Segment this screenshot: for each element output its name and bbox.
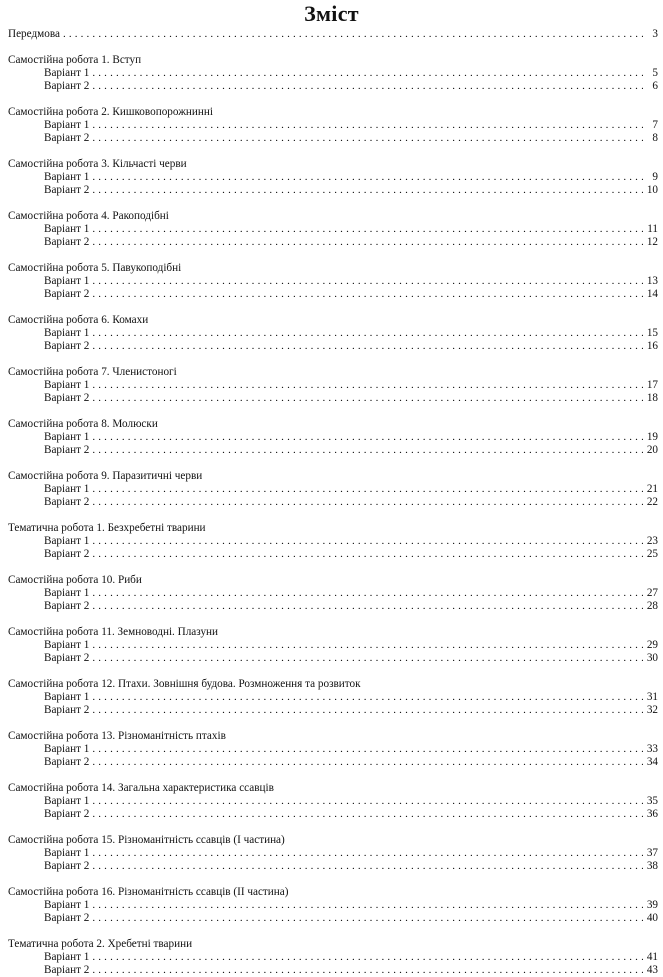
toc-variant-label: Варіант 2 [44, 600, 90, 612]
toc-section-row [8, 522, 658, 535]
dot-leader [92, 392, 643, 405]
toc-variant-label: Варіант 2 [44, 288, 90, 300]
toc-section-row [8, 106, 658, 119]
toc-section-row [8, 262, 658, 275]
dot-leader [92, 899, 643, 912]
toc-page-number: 32 [646, 704, 658, 716]
dot-leader [92, 847, 643, 860]
toc-variant-label: Варіант 2 [44, 808, 90, 820]
toc-variant-label: Варіант 2 [44, 548, 90, 560]
toc-variant-label: Варіант 1 [44, 587, 90, 599]
toc-variant-label: Варіант 1 [44, 951, 90, 963]
toc-page-number: 10 [646, 184, 658, 196]
toc-page-number: 23 [646, 535, 658, 547]
toc-variant-row [8, 119, 658, 132]
toc-variant-label: Варіант 1 [44, 743, 90, 755]
toc-page-number: 27 [646, 587, 658, 599]
toc-section-title: Самостійна робота 9. Паразитичні черви [8, 470, 203, 482]
toc-section-title: Тематична робота 1. Безхребетні тварини [8, 522, 206, 534]
toc-variant-row [8, 808, 658, 821]
toc-page-number: 34 [646, 756, 658, 768]
dot-leader [92, 548, 643, 561]
toc-section-row [8, 314, 658, 327]
toc-variant-label: Варіант 1 [44, 223, 90, 235]
toc-variant-row [8, 691, 658, 704]
dot-leader [92, 223, 643, 236]
toc-variant-label: Варіант 1 [44, 483, 90, 495]
toc-variant-row [8, 67, 658, 80]
toc-section-title: Самостійна робота 3. Кільчасті черви [8, 158, 187, 170]
toc-variant-row [8, 639, 658, 652]
toc-variant-label: Варіант 2 [44, 964, 90, 976]
toc-variant-row [8, 951, 658, 964]
dot-leader [92, 860, 643, 873]
dot-leader [277, 782, 658, 795]
toc-variant-label: Варіант 2 [44, 392, 90, 404]
toc-section-title: Самостійна робота 11. Земноводні. Плазуни [8, 626, 219, 638]
toc-section-row [8, 678, 658, 691]
toc-section-row [8, 938, 658, 951]
toc-page-number: 30 [646, 652, 658, 664]
toc-variant-row [8, 847, 658, 860]
toc-variant-label: Варіант 2 [44, 184, 90, 196]
dot-leader [92, 340, 643, 353]
dot-leader [151, 314, 658, 327]
toc-variant-label: Варіант 1 [44, 691, 90, 703]
toc-page-number: 38 [646, 860, 658, 872]
toc-page-number: 22 [646, 496, 658, 508]
toc-section-title: Самостійна робота 2. Кишковопорожнинні [8, 106, 213, 118]
toc-variant-row [8, 496, 658, 509]
toc-variant-row [8, 80, 658, 93]
toc-page-number: 15 [646, 327, 658, 339]
toc-section-title: Тематична робота 2. Хребетні тварини [8, 938, 193, 950]
toc-page-number: 9 [652, 171, 658, 183]
toc-section-row [8, 210, 658, 223]
toc-section-row [8, 54, 658, 67]
page-title: Зміст [304, 1, 359, 26]
toc-variant-row [8, 340, 658, 353]
toc-variant-label: Варіант 2 [44, 132, 90, 144]
dot-leader [172, 210, 658, 223]
toc-variant-row [8, 652, 658, 665]
toc-page-number: 16 [646, 340, 658, 352]
dot-leader [92, 600, 643, 613]
toc-page-number: 17 [646, 379, 658, 391]
dot-leader [92, 808, 643, 821]
toc-variant-label: Варіант 1 [44, 899, 90, 911]
toc-variant-row [8, 392, 658, 405]
dot-leader [161, 418, 658, 431]
toc-page-number: 11 [647, 223, 658, 235]
toc-variant-row [8, 795, 658, 808]
toc-variant-row [8, 860, 658, 873]
dot-leader [92, 80, 643, 93]
toc-page-number: 33 [646, 743, 658, 755]
toc-page-number: 39 [646, 899, 658, 911]
dot-leader [92, 964, 643, 977]
toc-page-number: 3 [652, 28, 658, 40]
dot-leader [63, 28, 643, 41]
toc-section-row [8, 366, 658, 379]
toc-page-number: 28 [646, 600, 658, 612]
dot-leader [180, 366, 658, 379]
dot-leader [144, 54, 658, 67]
dot-leader [92, 951, 643, 964]
toc-section-title: Самостійна робота 15. Різноманітність ссавців (I частина) [8, 834, 285, 846]
dot-leader [195, 938, 658, 951]
toc-section-title: Самостійна робота 1. Вступ [8, 54, 142, 66]
dot-leader [209, 522, 658, 535]
toc-page-number: 29 [646, 639, 658, 651]
toc-page-number: 18 [646, 392, 658, 404]
table-of-contents [8, 28, 658, 977]
dot-leader [92, 743, 643, 756]
toc-variant-label: Варіант 2 [44, 236, 90, 248]
dot-leader [92, 379, 643, 392]
dot-leader [92, 431, 643, 444]
toc-variant-row [8, 171, 658, 184]
dot-leader [92, 132, 643, 145]
toc-variant-row [8, 756, 658, 769]
dot-leader [92, 652, 643, 665]
toc-variant-row [8, 704, 658, 717]
dot-leader [216, 106, 658, 119]
toc-page-number: 31 [646, 691, 658, 703]
toc-section-row [8, 626, 658, 639]
dot-leader [229, 730, 658, 743]
toc-page-number: 35 [646, 795, 658, 807]
dot-leader [190, 158, 658, 171]
dot-leader [92, 535, 643, 548]
dot-leader [92, 639, 643, 652]
toc-page-number: 7 [652, 119, 658, 131]
dot-leader [205, 470, 658, 483]
toc-variant-row [8, 379, 658, 392]
toc-section-title: Самостійна робота 7. Членистоногі [8, 366, 177, 378]
dot-leader [92, 119, 643, 132]
toc-page-number: 36 [646, 808, 658, 820]
toc-variant-row [8, 600, 658, 613]
dot-leader [92, 184, 643, 197]
dot-leader [92, 483, 643, 496]
toc-variant-label: Варіант 1 [44, 795, 90, 807]
dot-leader [92, 691, 643, 704]
toc-variant-label: Варіант 1 [44, 171, 90, 183]
toc-page-number: 43 [646, 964, 658, 976]
dot-leader [145, 574, 658, 587]
toc-variant-label: Варіант 2 [44, 860, 90, 872]
toc-variant-row [8, 483, 658, 496]
dot-leader [92, 756, 643, 769]
toc-page-number: 20 [646, 444, 658, 456]
toc-variant-row [8, 275, 658, 288]
toc-section-title: Передмова [8, 28, 60, 40]
toc-section-row [8, 28, 658, 41]
toc-section-row [8, 158, 658, 171]
toc-page-number: 19 [646, 431, 658, 443]
dot-leader [92, 795, 643, 808]
dot-leader [184, 262, 658, 275]
toc-variant-row [8, 912, 658, 925]
toc-section-title: Самостійна робота 13. Різноманітність птахів [8, 730, 226, 742]
toc-variant-row [8, 743, 658, 756]
toc-variant-label: Варіант 1 [44, 119, 90, 131]
toc-variant-label: Варіант 1 [44, 327, 90, 339]
toc-variant-row [8, 444, 658, 457]
toc-section-row [8, 418, 658, 431]
toc-variant-label: Варіант 2 [44, 80, 90, 92]
toc-variant-label: Варіант 1 [44, 535, 90, 547]
dot-leader [92, 236, 643, 249]
dot-leader [288, 834, 658, 847]
toc-variant-row [8, 223, 658, 236]
dot-leader [92, 912, 643, 925]
dot-leader [92, 444, 643, 457]
toc-variant-label: Варіант 1 [44, 379, 90, 391]
toc-variant-row [8, 236, 658, 249]
toc-section-row [8, 886, 658, 899]
toc-variant-row [8, 548, 658, 561]
toc-section-title: Самостійна робота 6. Комахи [8, 314, 149, 326]
toc-page-number: 40 [646, 912, 658, 924]
toc-variant-label: Варіант 2 [44, 652, 90, 664]
dot-leader [92, 171, 643, 184]
toc-section-title: Самостійна робота 5. Павукоподібні [8, 262, 182, 274]
toc-variant-row [8, 184, 658, 197]
toc-variant-label: Варіант 2 [44, 704, 90, 716]
dot-leader [92, 496, 643, 509]
toc-variant-label: Варіант 1 [44, 275, 90, 287]
toc-section-title: Самостійна робота 14. Загальна характеристика ссавців [8, 782, 274, 794]
toc-section-row [8, 470, 658, 483]
toc-variant-row [8, 431, 658, 444]
dot-leader [364, 678, 658, 691]
toc-page-number: 41 [646, 951, 658, 963]
dot-leader [92, 587, 643, 600]
toc-variant-label: Варіант 2 [44, 496, 90, 508]
toc-page-number: 12 [646, 236, 658, 248]
dot-leader [92, 275, 643, 288]
toc-section-title: Самостійна робота 12. Птахи. Зовнішня будова. Розмноження та розвиток [8, 678, 361, 690]
dot-leader [291, 886, 658, 899]
toc-section-title: Самостійна робота 10. Риби [8, 574, 142, 586]
dot-leader [92, 327, 643, 340]
dot-leader [92, 704, 643, 717]
toc-page-number: 37 [646, 847, 658, 859]
toc-variant-label: Варіант 1 [44, 639, 90, 651]
toc-section-row [8, 730, 658, 743]
toc-variant-row [8, 587, 658, 600]
toc-page-number: 25 [646, 548, 658, 560]
toc-section-title: Самостійна робота 8. Молюски [8, 418, 158, 430]
toc-variant-label: Варіант 2 [44, 444, 90, 456]
toc-page-number: 5 [652, 67, 658, 79]
toc-variant-label: Варіант 1 [44, 847, 90, 859]
toc-page-number: 8 [652, 132, 658, 144]
toc-variant-label: Варіант 2 [44, 340, 90, 352]
toc-section-row [8, 782, 658, 795]
toc-variant-row [8, 899, 658, 912]
toc-section-row [8, 574, 658, 587]
toc-variant-row [8, 964, 658, 977]
toc-variant-row [8, 132, 658, 145]
dot-leader [221, 626, 658, 639]
toc-variant-row [8, 288, 658, 301]
toc-section-title: Самостійна робота 16. Різноманітність ссавців (II частина) [8, 886, 289, 898]
dot-leader [92, 67, 643, 80]
toc-page-number: 6 [652, 80, 658, 92]
toc-variant-label: Варіант 2 [44, 756, 90, 768]
dot-leader [92, 288, 643, 301]
toc-variant-label: Варіант 1 [44, 431, 90, 443]
toc-page-number: 14 [646, 288, 658, 300]
toc-variant-label: Варіант 2 [44, 912, 90, 924]
toc-page-number: 13 [646, 275, 658, 287]
toc-variant-row [8, 327, 658, 340]
toc-variant-label: Варіант 1 [44, 67, 90, 79]
toc-page-number: 21 [646, 483, 658, 495]
toc-variant-row [8, 535, 658, 548]
toc-section-row [8, 834, 658, 847]
toc-section-title: Самостійна робота 4. Ракоподібні [8, 210, 169, 222]
